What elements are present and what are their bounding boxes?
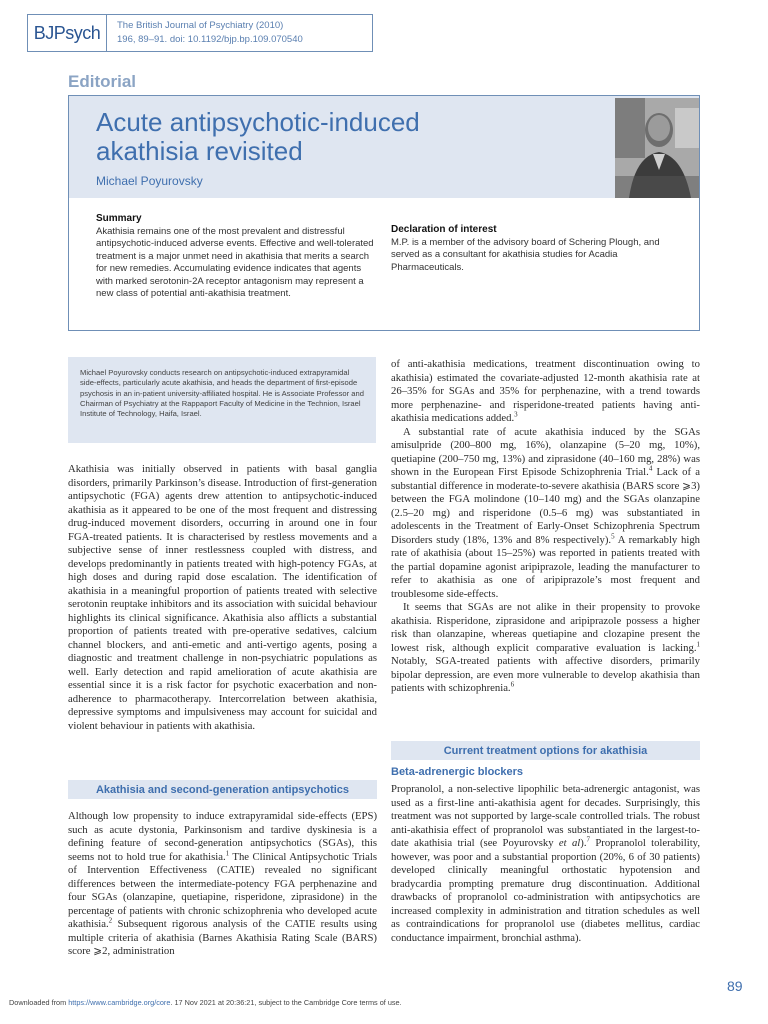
reference-link[interactable]: 5 bbox=[611, 531, 615, 540]
journal-logo[interactable]: BJ Psych bbox=[33, 22, 101, 43]
left-column-sga bbox=[68, 810, 377, 959]
author-photo bbox=[615, 98, 699, 198]
journal-header bbox=[27, 14, 373, 52]
right-column-beta bbox=[391, 783, 700, 945]
cambridge-core-link[interactable]: https://www.cambridge.org/core bbox=[68, 998, 171, 1007]
subheading-beta-blockers: Beta-adrenergic blockers bbox=[391, 766, 524, 778]
summary-text: Akathisia remains one of the most prevalent and distressful antipsychotic-induced adverse events. Effective and well-tolerated treatment is a major unmet need in akathisia that merits a search for new remedies. Accumulating evidence indicates that agents with marked serotonin-2A receptor antagonism may represent a new class of potential anti-akathisia treatment. bbox=[96, 226, 374, 300]
declaration-text: M.P. is a member of the advisory board of Schering Plough, and served as a consultant for akathisia studies for Acadia Pharmaceuticals. bbox=[391, 237, 660, 273]
paragraph: Akathisia was initially observed in patients with basal ganglia disorders, primarily Parkinson’s disease. Introduction of first-generation antipsychotic (FGA) agents drew attention to antipsychotic-induced akathisia as it appeared to be one of the most frequent and distressing drug-induced movement disorders, occurring in around one in four FGA-treated patients. It is characterised by restless movements and a subjective sense of inner restlessness coupled with distress, and develops predominantly in patients treated with high-potency FGAs, at high doses and during rapid dose escalation. The identification of akathisia in a meaningful proportion of patients treated with selective serotonin reuptake inhibitors and its association with suicidal behaviour highlights its clinical significance. Akathisia also afflicts a substantial proportion of patients treated with pre-operative sedatives, calcium channel blockers, and anti-emetic and anti-vertigo agents, posing a diagnostic and treatment challenge in non-psychiatric populations as well. Early detection and rapid amelioration of acute akathisia are essential since it is a risk factor for psychotic exacerbation and non-adherence to pharmacotherapy. Intercorrelation between akathisia, depressive symptoms and impulsiveness may account for suicidal and violent behaviour in patients with akathisia. bbox=[68, 463, 377, 732]
citation-line-1: The British Journal of Psychiatry (2010) bbox=[117, 20, 284, 31]
reference-link[interactable]: 2 bbox=[108, 916, 113, 925]
reference-link[interactable]: 1 bbox=[696, 639, 700, 648]
reference-link[interactable]: 1 bbox=[225, 848, 230, 857]
reference-link[interactable]: 6 bbox=[510, 680, 515, 689]
citation bbox=[117, 19, 303, 47]
author-bio: Michael Poyurovsky conducts research on antipsychotic-induced extrapyramidal side-effects, particularly acute akathisia, and heads the department of first-episode psychosis in an in-patient university-affiliated hospital. He is Associate Professor and Chairman of Psychiatry at the Rappaport Faculty of Medicine in the Technion, Israel Institute of Technology, Haifa, Israel. bbox=[68, 357, 376, 443]
reference-link[interactable]: 3 bbox=[514, 410, 518, 419]
reference-link[interactable]: 4 bbox=[648, 464, 653, 473]
right-column-top bbox=[391, 358, 700, 696]
summary-heading: Summary bbox=[96, 213, 142, 224]
logo-divider bbox=[106, 15, 107, 51]
section-label: Editorial bbox=[68, 72, 137, 91]
paragraph: of anti-akathisia medications, treatment discontinuation owing to akathisia) estimated the covariate-adjusted 12-month akathisia rate at 26–35% for SGAs and 35% for perphenazine, with a trend towards more perphenazine- and risperidone-treated patients having anti-akathisia medications added.$^3$ bbox=[391, 358, 700, 424]
author-name[interactable]: Michael Poyurovsky bbox=[96, 174, 203, 188]
paragraph: A substantial rate of acute akathisia induced by the SGAs amisulpride (200–800 mg, 16%), olanzapine (5–20 mg, 10%), quetiapine (200–750 mg, 13%) and ziprasidone (40–160 mg, 28%) was shown in the European First Episode Schizophrenia Trial.$^4$ Lack of a substantial difference in moderate-to-severe akathisia (BARS score ⩾3) between the FGA molindone (10–140 mg) and the SGAs olanzapine (2.5–20 mg) and risperidone (0.5–6 mg) was substantiated in adolescents in the Treatment of Early-Onset Schizophrenia Spectrum Disorders study (18%, 13% and 8% respectively).$^5$ A remarkably high rate of akathisia (about 15–25%) was reported in patients treated with the partial dopamine agonist aripiprazole, leading the manufacturer to refer to akathisia as one of aripiprazole’s most frequent and troublesome side-effects. bbox=[391, 425, 701, 600]
left-column-intro bbox=[68, 463, 377, 733]
section-heading-sga: Akathisia and second-generation antipsychotics bbox=[68, 780, 377, 799]
download-footer: Downloaded from https://www.cambridge.org/core. 17 Nov 2021 at 20:36:21, subject to the Cambridge Core terms of use. bbox=[9, 998, 402, 1007]
citation-doi[interactable]: 196, 89–91. doi: 10.1192/bjp.bp.109.070540 bbox=[117, 34, 303, 45]
reference-link[interactable]: 7 bbox=[586, 835, 590, 844]
paragraph: Propranolol, a non-selective lipophilic beta-adrenergic antagonist, was used as a first-line anti-akathisia agent for decades. Surprisingly, this treatment was not supported by large-scale controlled trials. The robust anti-akathisia effect of propranolol was substantiated in the largest-to-date akathisia trial (see Poyurovsky et al).$^7$ Propranolol tolerability, however, was poor and a substantial proportion (20%, 6 of 30 patients) developed clinically meaningful orthostatic hypotension and bradycardia prompting premature drug discontinuation. Additional drawbacks of propranolol co-administration with antipsychotics are increased complexity in administration and titration schedules as well as contraindications for propranolol use (diabetes mellitus, cardiac conductance impairment, bronchial asthma). bbox=[391, 783, 700, 944]
declaration-heading: Declaration of interest bbox=[391, 224, 497, 235]
title-panel bbox=[68, 95, 700, 331]
article-title: Acute antipsychotic-induced akathisia revisited bbox=[96, 107, 420, 166]
paragraph: It seems that SGAs are not alike in their propensity to provoke akathisia. Risperidone, ziprasidone and aripiprazole possess a higher risk than olanzapine, whereas quetiapine and clozapine present the lowest risk, although explicit comparative evaluation is lacking.$^1$ Notably, SGA-treated patients with affective disorders, primarily bipolar depression, are even more vulnerable to develop akathisia than patients with schizophrenia.$^6$ bbox=[391, 601, 700, 694]
section-heading-treatment: Current treatment options for akathisia bbox=[391, 741, 700, 760]
paragraph: Although low propensity to induce extrapyramidal side-effects (EPS) such as acute dystonia, Parkinsonism and tardive dyskinesia is a defining feature of second-generation antipsychotics (SGAs), this seems not to hold true for akathisia.$^1$ The Clinical Antipsychotic Trials of Intervention Effectiveness (CATIE) revealed no significant differences between the intermediate-potency FGA perphenazine and four SGAs (olanzapine, quetiapine, risperidone, ziprasidone) in the percentage of patients with chronic schizophrenia who developed acute akathisia.$^2$ Subsequent rigorous analysis of the CATIE results using multiple criteria of akathisia (Barnes Akathisia Rating Scale (BARS) score ⩾2, administration bbox=[68, 810, 377, 957]
page-number: 89 bbox=[727, 978, 743, 994]
